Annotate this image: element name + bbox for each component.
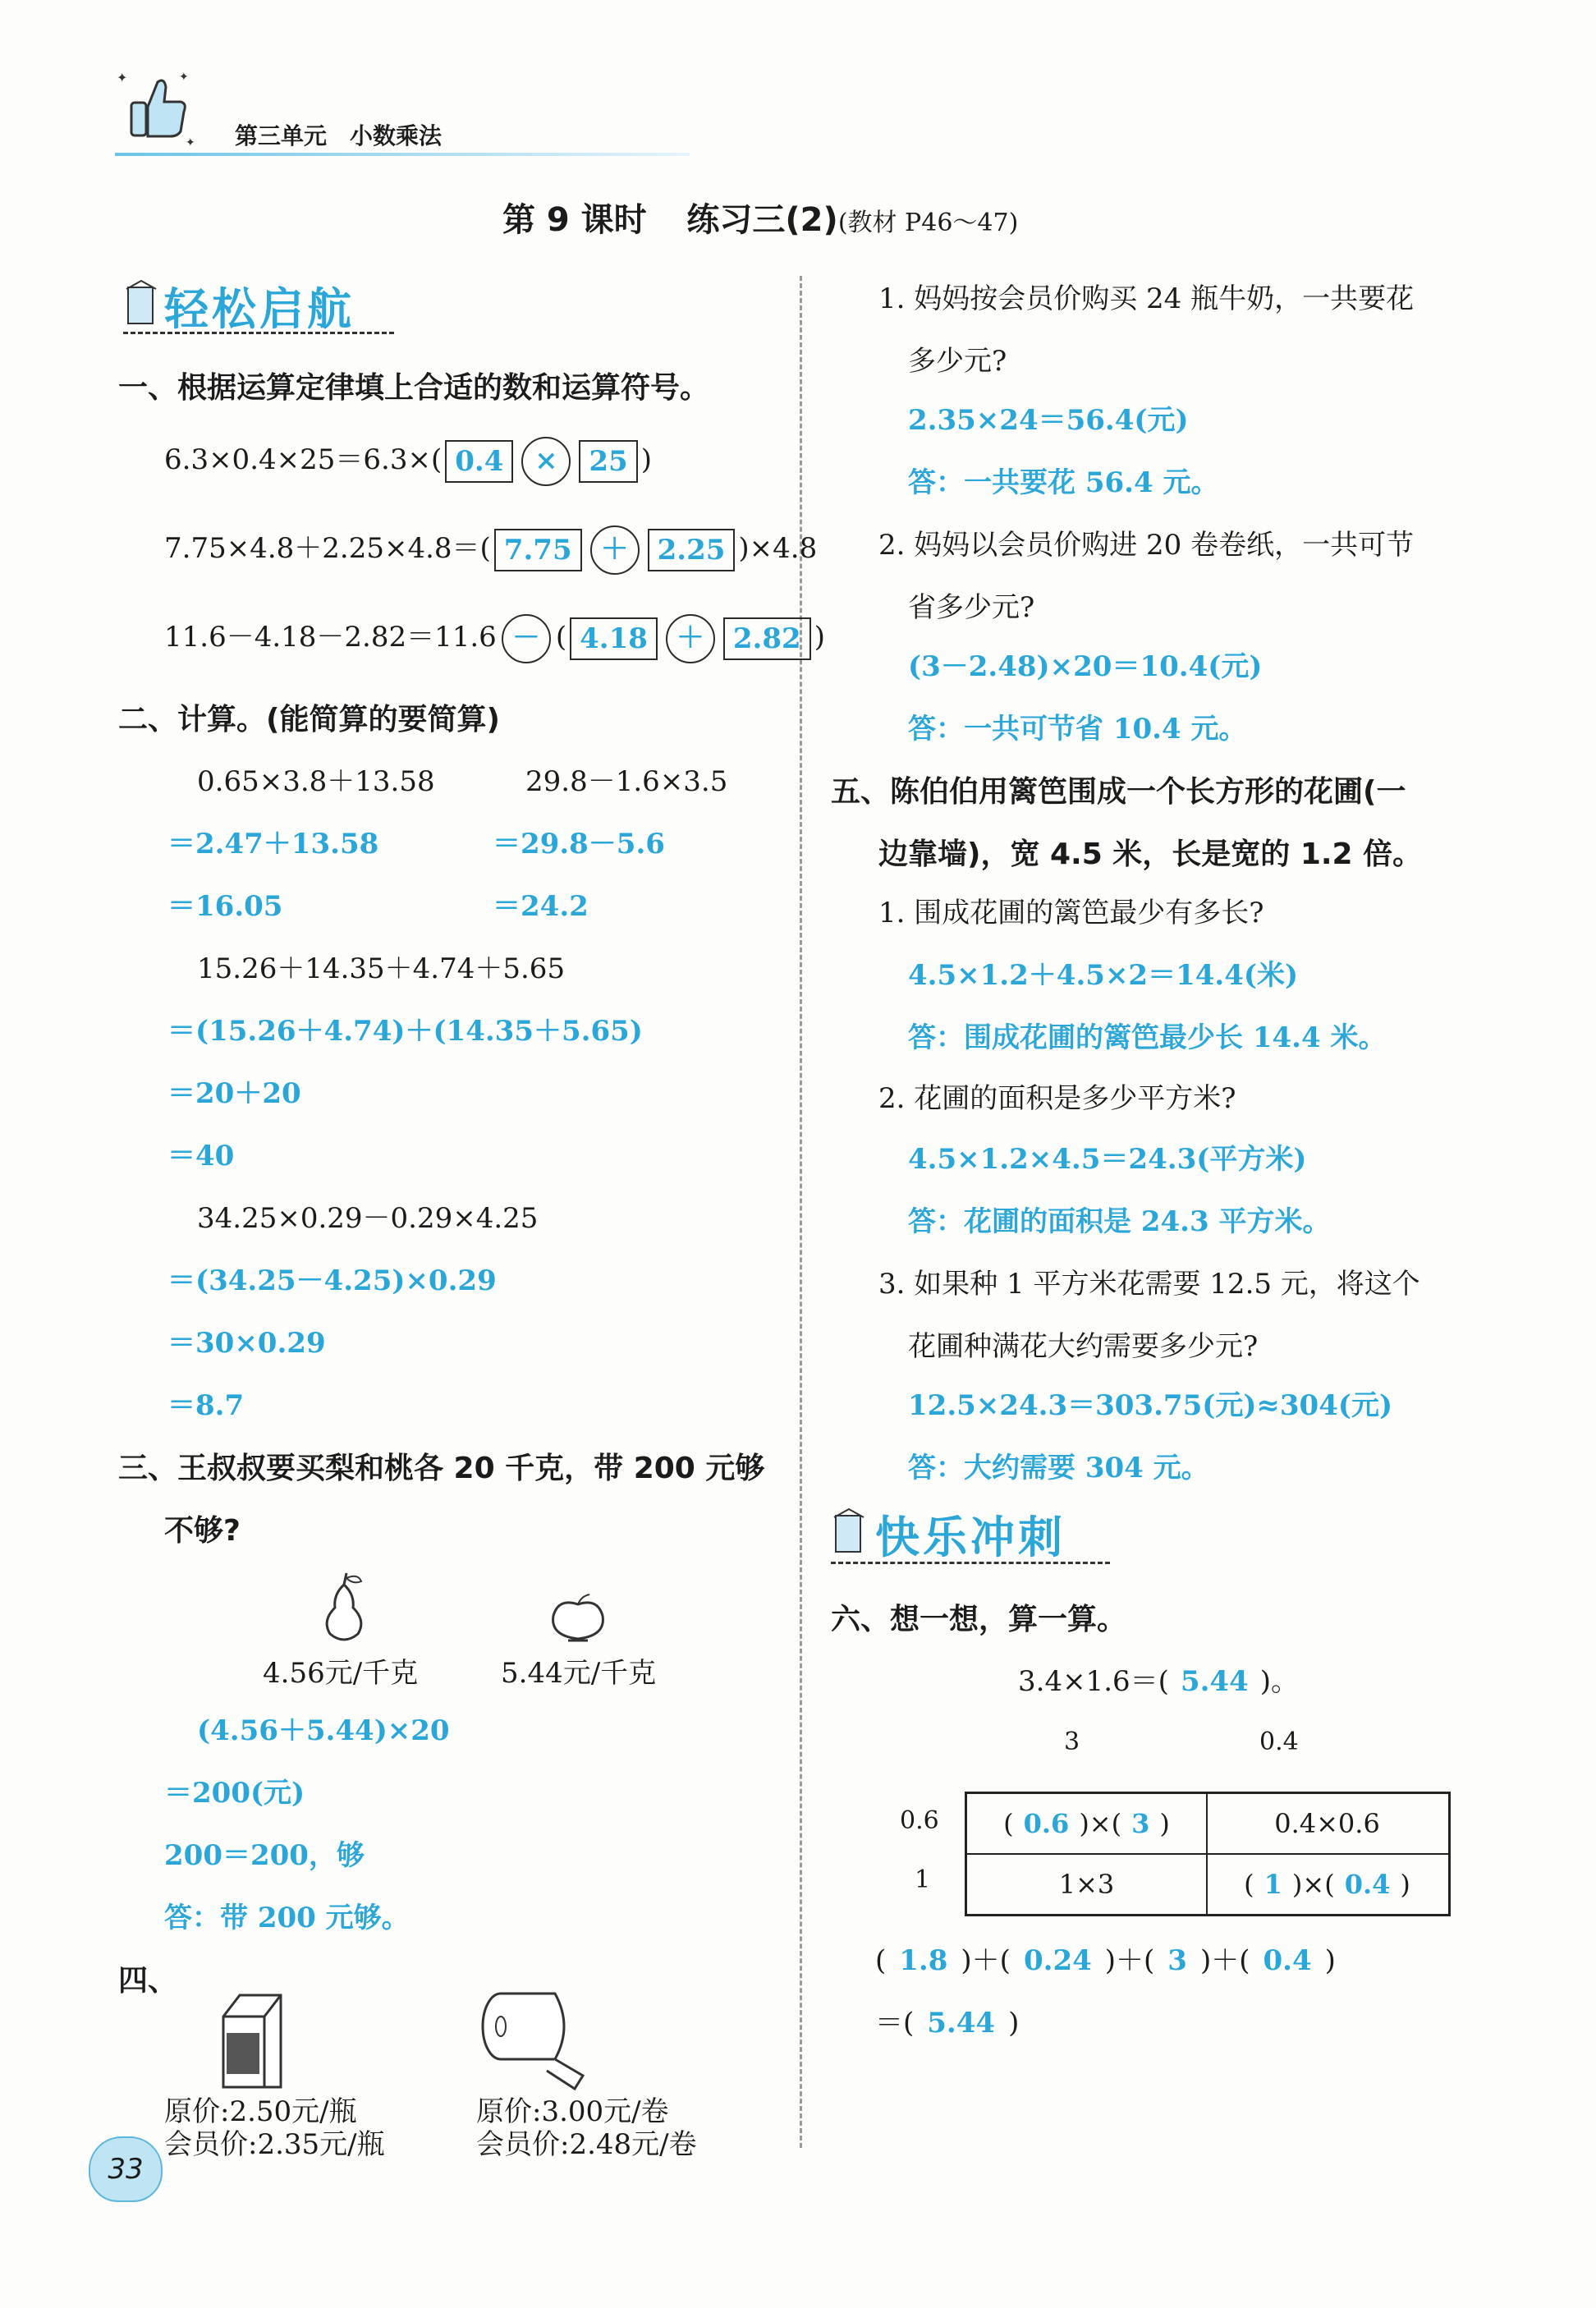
- lesson-title: 练习三(2): [686, 201, 838, 239]
- col-header-1: 3: [1064, 1728, 1080, 1756]
- line1-suffix: ): [640, 443, 652, 476]
- sec5-title2: 边靠墙)，宽 4.5 米，长是宽的 1.2 倍。: [878, 837, 1423, 871]
- pear-price: 4.56元/千克: [263, 1657, 419, 1690]
- sec1-line3: [164, 614, 825, 663]
- milk-member-price: 会员价:2.35元/瓶: [164, 2128, 385, 2161]
- sec5-q3: 3. 如果种 1 平方米花需要 12.5 元，将这个: [878, 1268, 1420, 1301]
- row-header-1: 0.6: [900, 1806, 939, 1835]
- svg-text:✦: ✦: [186, 136, 195, 148]
- sec5-q3a2: 答：大约需要 304 元。: [908, 1452, 1209, 1484]
- sec2-p4a: ＝(34.25－4.25)×0.29: [167, 1264, 497, 1297]
- line3-box-b: 2.82: [723, 617, 811, 660]
- cell-1-1-a: 0.6: [1023, 1808, 1070, 1839]
- header-icon: [115, 66, 197, 148]
- line3-paren: (: [555, 621, 567, 654]
- sec4-q2b: 省多少元?: [908, 591, 1035, 624]
- cell-1-2: 0.4×0.6: [1274, 1808, 1380, 1839]
- sec2-p3c: ＝40: [167, 1140, 235, 1172]
- sec6-equation: [1018, 1659, 1299, 1699]
- row-header-2: 1: [915, 1865, 931, 1894]
- cell-2-2: ( 1 )×( 0.4 ): [1244, 1869, 1410, 1900]
- svg-text:✦: ✦: [179, 71, 189, 84]
- header-rule: [115, 153, 690, 156]
- sec6-sum: ( 1.8 )＋( 0.24 )＋( 3 )＋( 0.4 ): [875, 1944, 1336, 1977]
- sec2-p3a: ＝(15.26＋4.74)＋(14.35＋5.65): [167, 1015, 643, 1048]
- sum-3: 3: [1167, 1944, 1187, 1977]
- lesson-number: 第 9 课时: [502, 201, 647, 239]
- peach-price: 5.44元/千克: [501, 1657, 657, 1690]
- peach-icon: [545, 1590, 611, 1647]
- line2-op: ＋: [590, 525, 640, 575]
- paper-member-price: 会员价:2.48元/卷: [476, 2128, 697, 2161]
- line2-suffix: )×4.8: [738, 532, 818, 565]
- svg-text:✦: ✦: [117, 70, 128, 85]
- sec3-a2: ＝200(元): [164, 1777, 305, 1810]
- banner-sprint: 快乐冲刺: [875, 1512, 1066, 1563]
- eq-suffix: )。: [1259, 1665, 1299, 1698]
- toilet-paper-icon: [476, 1985, 591, 2092]
- sec6-total: ＝( 5.44 ): [875, 2007, 1020, 2040]
- sec5-q2a2: 答：花圃的面积是 24.3 平方米。: [908, 1205, 1331, 1238]
- sec3-title2: 不够?: [164, 1514, 241, 1548]
- sec4-title: 四、: [118, 1964, 178, 1998]
- line3-suffix: ): [814, 621, 825, 654]
- page-number-badge: 33: [89, 2136, 163, 2202]
- line1-box-b: 25: [579, 440, 637, 483]
- sec2-p2b: ＝24.2: [493, 890, 589, 923]
- line1-op: ×: [521, 437, 571, 486]
- sec4-q2: 2. 妈妈以会员价购进 20 卷卷纸，一共可节: [878, 529, 1415, 562]
- sec5-title: 五、陈伯伯用篱笆围成一个长方形的花圃(一: [831, 775, 1406, 809]
- sec4-q1: 1. 妈妈按会员价购买 24 瓶牛奶，一共要花: [878, 282, 1415, 315]
- banner-sprint-underline: [831, 1562, 1110, 1564]
- sec2-p2a: ＝29.8－5.6: [493, 828, 665, 860]
- sec5-q1a1: 4.5×1.2＋4.5×2＝14.4(米): [908, 959, 1299, 992]
- milk-icon: [215, 1992, 289, 2090]
- sec2-title: 二、计算。(能简算的要简算): [118, 703, 500, 736]
- sec4-q1b: 多少元?: [908, 345, 1007, 378]
- eq-prefix: 3.4×1.6＝(: [1018, 1665, 1169, 1698]
- sec2-p3: 15.26＋14.35＋4.74＋5.65: [197, 952, 566, 985]
- sec4-q2a1: (3－2.48)×20＝10.4(元): [908, 650, 1263, 683]
- lesson-heading: [502, 194, 1018, 241]
- cell-1-1: ( 0.6 )×( 3 ): [1003, 1808, 1170, 1839]
- sec1-line2: [164, 525, 817, 575]
- line3-op2: ＋: [666, 614, 715, 663]
- cell-2-1: 1×3: [1058, 1869, 1115, 1900]
- sec2-p4b: ＝30×0.29: [167, 1327, 326, 1360]
- line1-prefix: 6.3×0.4×25＝6.3×(: [164, 443, 443, 476]
- banner-easy-underline: [123, 332, 394, 334]
- banner-easy: 轻松启航: [164, 283, 355, 335]
- eq-answer: 5.44: [1180, 1665, 1249, 1698]
- sec1-title: 一、根据运算定律填上合适的数和运算符号。: [118, 371, 710, 405]
- sec1-line1: [164, 437, 652, 486]
- lesson-ref: (教材 P46～47): [837, 209, 1019, 237]
- sec2-p1: 0.65×3.8＋13.58: [197, 765, 435, 798]
- sec3-a4: 答：带 200 元够。: [164, 1902, 410, 1934]
- pear-icon: [315, 1570, 373, 1644]
- sec4-q2a2: 答：一共可节省 10.4 元。: [908, 713, 1247, 746]
- sec3-a1: (4.56＋5.44)×20: [197, 1714, 450, 1747]
- sec3-a3: 200＝200，够: [164, 1839, 365, 1872]
- paper-orig-price: 原价:3.00元/卷: [476, 2095, 669, 2128]
- line3-box-a: 4.18: [570, 617, 658, 660]
- line3-prefix: 11.6－4.18－2.82＝11.6: [164, 621, 497, 654]
- sec4-q1a2: 答：一共要花 56.4 元。: [908, 466, 1219, 499]
- sec3-title: 三、王叔叔要买梨和桃各 20 千克，带 200 元够: [118, 1452, 765, 1485]
- sec5-q2: 2. 花圃的面积是多少平方米?: [878, 1082, 1236, 1115]
- cell-2-2-b: 0.4: [1344, 1869, 1391, 1900]
- area-model-table: [965, 1792, 1451, 1916]
- sec5-q3b: 花圃种满花大约需要多少元?: [908, 1330, 1259, 1363]
- line2-box-a: 7.75: [494, 529, 582, 571]
- sec6-title: 六、想一想，算一算。: [831, 1603, 1127, 1636]
- banner-easy-icon: [123, 279, 161, 328]
- line2-box-b: 2.25: [648, 529, 736, 571]
- sec4-q1a1: 2.35×24＝56.4(元): [908, 404, 1189, 437]
- sec5-q3a1: 12.5×24.3＝303.75(元)≈304(元): [908, 1389, 1393, 1422]
- sum-4: 0.4: [1263, 1944, 1312, 1977]
- milk-orig-price: 原价:2.50元/瓶: [164, 2095, 357, 2128]
- sum-1: 1.8: [899, 1944, 948, 1977]
- line3-op1: －: [502, 614, 551, 663]
- line1-box-a: 0.4: [445, 440, 513, 483]
- sec5-q1a2: 答：围成花圃的篱笆最少长 14.4 米。: [908, 1021, 1387, 1054]
- sum-2: 0.24: [1023, 1944, 1092, 1977]
- sec5-q2a1: 4.5×1.2×4.5＝24.3(平方米): [908, 1143, 1307, 1176]
- sec2-p2: 29.8－1.6×3.5: [525, 765, 728, 798]
- banner-sprint-icon: [831, 1507, 869, 1557]
- line2-prefix: 7.75×4.8＋2.25×4.8＝(: [164, 532, 491, 565]
- sec5-q1: 1. 围成花圃的篱笆最少有多长?: [878, 897, 1264, 929]
- sec2-p4: 34.25×0.29－0.29×4.25: [197, 1202, 539, 1235]
- sec2-p4c: ＝8.7: [167, 1389, 245, 1422]
- cell-1-1-b: 3: [1131, 1808, 1150, 1839]
- cell-2-2-a: 1: [1264, 1869, 1282, 1900]
- total: 5.44: [927, 2007, 996, 2040]
- sec2-p1a: ＝2.47＋13.58: [167, 828, 379, 860]
- sec2-p1b: ＝16.05: [167, 890, 283, 923]
- unit-title: 第三单元 小数乘法: [235, 122, 443, 149]
- col-header-2: 0.4: [1259, 1728, 1299, 1756]
- sec2-p3b: ＝20＋20: [167, 1077, 301, 1110]
